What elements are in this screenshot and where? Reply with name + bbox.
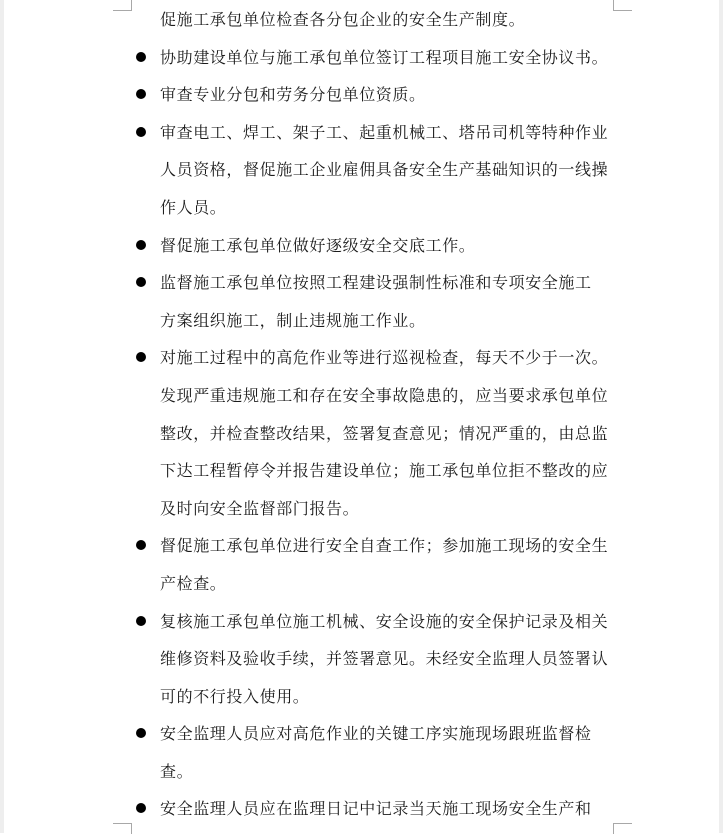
list-item-continuation: [0, 151, 723, 189]
text-line: 督促施工承包单位进行安全自查工作；参加施工现场的安全生: [160, 536, 609, 556]
bullet-icon: [136, 52, 146, 62]
list-item-continuation: [0, 415, 723, 453]
list-item-continuation: [0, 189, 723, 227]
text-line: 整改，并检查整改结果，签署复查意见；情况严重的，由总监: [160, 423, 609, 443]
list-item: [0, 114, 723, 152]
list-item-continuation: [0, 377, 723, 415]
text-line: 可的不行投入使用。: [160, 686, 310, 706]
list-item: [0, 39, 723, 77]
list-item-continuation: [0, 302, 723, 340]
text-line: 督促施工承包单位做好逐级安全交底工作。: [160, 235, 476, 255]
list-item: [0, 76, 723, 114]
text-line: 审查专业分包和劳务分包单位资质。: [160, 85, 426, 105]
list-item-continuation: [0, 565, 723, 603]
text-line: 对施工过程中的高危作业等进行巡视检查，每天不少于一次。: [160, 348, 609, 368]
text-line: 下达工程暂停令并报告建设单位；施工承包单位拒不整改的应: [160, 461, 609, 481]
text-line: 维修资料及验收手续，并签署意见。未经安全监理人员签署认: [160, 649, 609, 669]
bullet-icon: [136, 277, 146, 287]
list-item: [0, 339, 723, 377]
list-item-continuation: [0, 678, 723, 716]
text-line: 作人员。: [160, 197, 227, 217]
text-line: 及时向安全监督部门报告。: [160, 498, 360, 518]
bullet-icon: [136, 352, 146, 362]
list-item: [0, 603, 723, 641]
bullet-icon: [136, 240, 146, 250]
bullet-icon: [136, 803, 146, 813]
list-item-continuation: [0, 452, 723, 490]
list-item: [0, 264, 723, 302]
list-item: [0, 527, 723, 565]
bullet-icon: [136, 728, 146, 738]
list-item: [0, 227, 723, 265]
text-line: 监督施工承包单位按照工程建设强制性标准和专项安全施工: [160, 273, 592, 293]
text-line: 协助建设单位与施工承包单位签订工程项目施工安全协议书。: [160, 47, 609, 67]
bullet-icon: [136, 616, 146, 626]
text-line: 安全监理人员应在监理日记中记录当天施工现场安全生产和: [160, 799, 592, 819]
list-item: [0, 790, 723, 828]
list-item-continuation: [0, 753, 723, 791]
text-line: 安全监理人员应对高危作业的关键工序实施现场跟班监督检: [160, 724, 592, 744]
text-line: 发现严重违规施工和存在安全事故隐患的，应当要求承包单位: [160, 385, 609, 405]
text-line: 审查电工、焊工、架子工、起重机械工、塔吊司机等特种作业: [160, 122, 609, 142]
document-body: [0, 1, 723, 828]
list-item-continuation: [0, 1, 723, 39]
bullet-icon: [136, 540, 146, 550]
text-line: 产检查。: [160, 573, 227, 593]
list-item-continuation: [0, 640, 723, 678]
text-line: 查。: [160, 761, 194, 781]
text-line: 方案组织施工，制止违规施工作业。: [160, 310, 426, 330]
text-line: 人员资格，督促施工企业雇佣具备安全生产基础知识的一线操: [160, 160, 609, 180]
bullet-icon: [136, 127, 146, 137]
list-item: [0, 715, 723, 753]
list-item-continuation: [0, 490, 723, 528]
text-line: 促施工承包单位检查各分包企业的安全生产制度。: [160, 10, 526, 29]
text-line: 复核施工承包单位施工机械、安全设施的安全保护记录及相关: [160, 611, 609, 631]
bullet-icon: [136, 89, 146, 99]
